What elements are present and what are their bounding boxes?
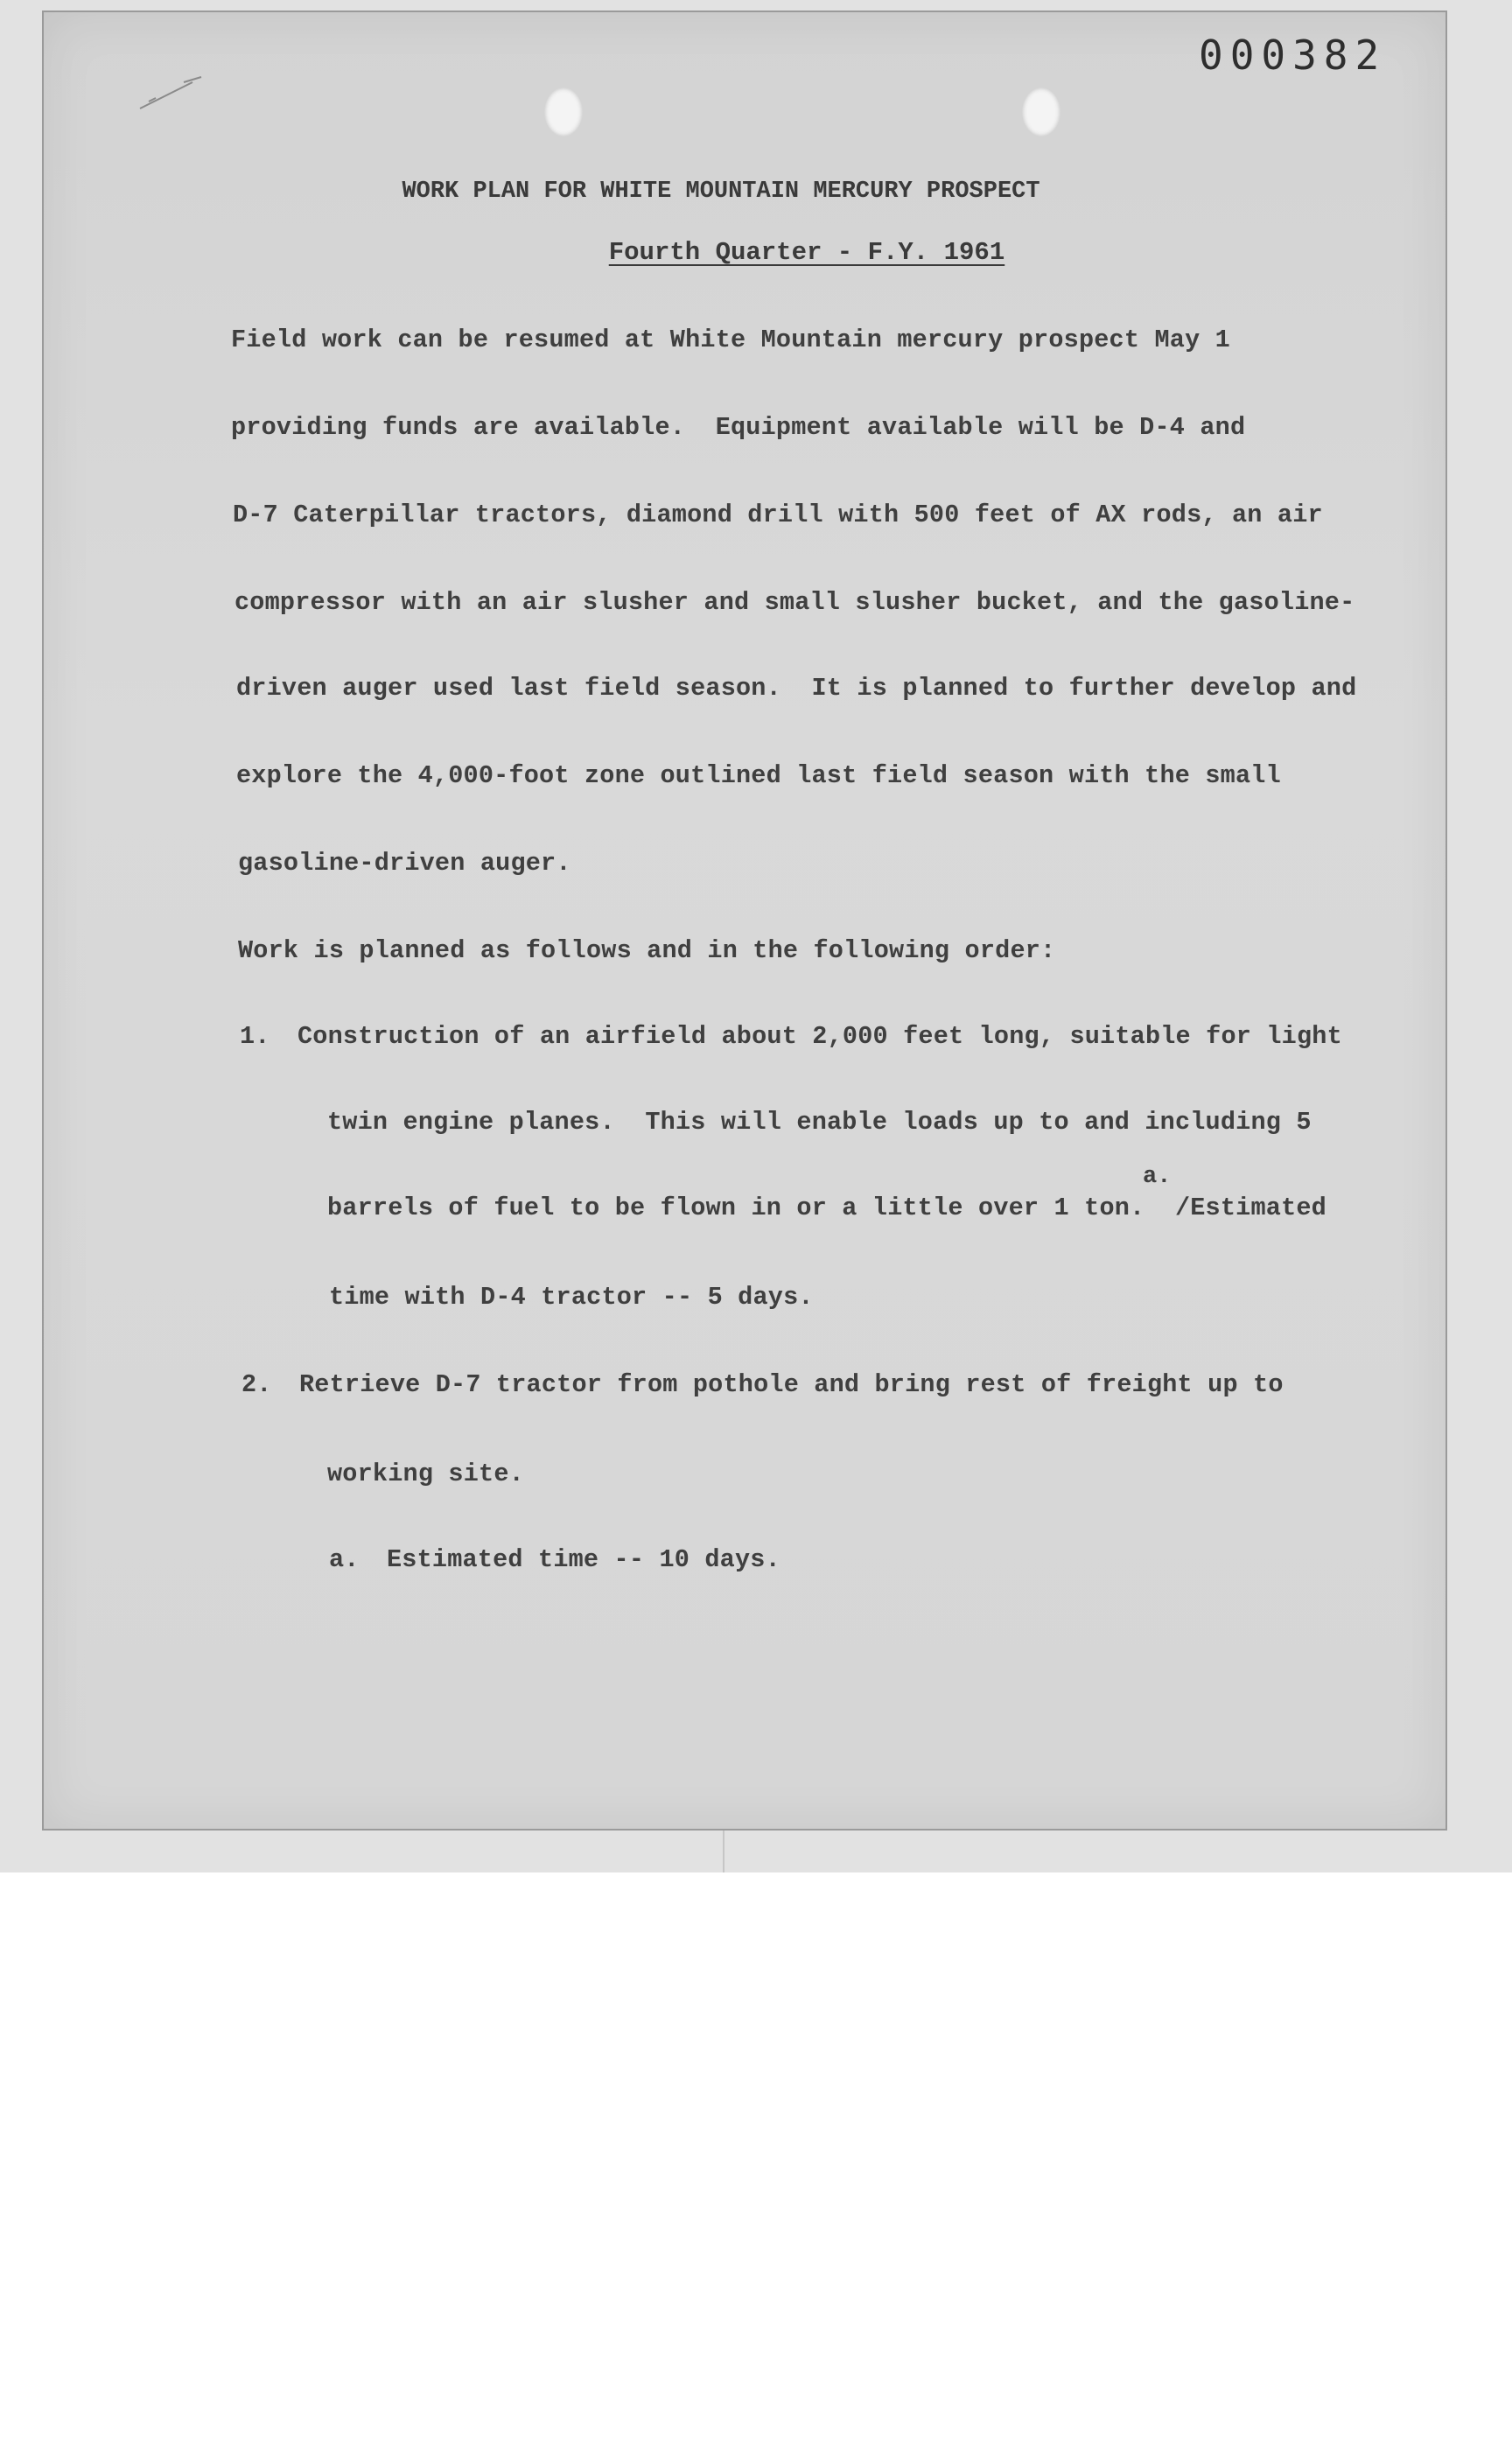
order-line: Work is planned as follows and in the following order: <box>238 936 1056 965</box>
punch-hole-right <box>1022 88 1060 136</box>
pencil-mark-icon <box>105 47 236 135</box>
list-item-text: Construction of an airfield about 2,000 feet long, suitable for light <box>298 1022 1342 1051</box>
intro-line: driven auger used last field season. It is planned to further develop and <box>236 674 1357 703</box>
intro-line: providing funds are available. Equipment available will be D-4 and <box>231 413 1246 442</box>
list-item-text: working site. <box>327 1460 524 1488</box>
sub-item-text: Estimated time -- 10 days. <box>387 1545 780 1574</box>
list-item-text: twin engine planes. This will enable loads up to and including 5 <box>327 1108 1312 1137</box>
list-item-text: time with D-4 tractor -- 5 days. <box>329 1283 814 1312</box>
sub-item-marker: a. <box>329 1545 360 1574</box>
document-number: 000382 <box>1199 32 1387 79</box>
document-heading <box>0 178 1512 267</box>
intro-line: explore the 4,000-foot zone outlined last field season with the small <box>236 761 1281 790</box>
list-item-text: barrels of fuel to be flown in or a little over 1 ton. /Estimated <box>327 1194 1326 1222</box>
intro-line: Field work can be resumed at White Mountain mercury prospect May 1 <box>231 326 1230 354</box>
scan-divider <box>723 1830 724 1872</box>
list-item-number: 2. <box>242 1370 272 1399</box>
inserted-marker: a. <box>1143 1164 1172 1190</box>
intro-line: D-7 Caterpillar tractors, diamond drill with 500 feet of AX rods, an air <box>233 500 1323 529</box>
intro-line: gasoline-driven auger. <box>238 849 571 878</box>
punch-hole-left <box>544 88 583 136</box>
intro-line: compressor with an air slusher and small slusher bucket, and the gasoline- <box>234 588 1355 617</box>
list-item-text: Retrieve D-7 tractor from pothole and bring rest of freight up to <box>299 1370 1284 1399</box>
list-item-number: 1. <box>240 1022 270 1051</box>
page-subtitle: Fourth Quarter - F.Y. 1961 <box>608 238 1005 267</box>
page-title: WORK PLAN FOR WHITE MOUNTAIN MERCURY PROSPECT <box>402 178 1040 205</box>
